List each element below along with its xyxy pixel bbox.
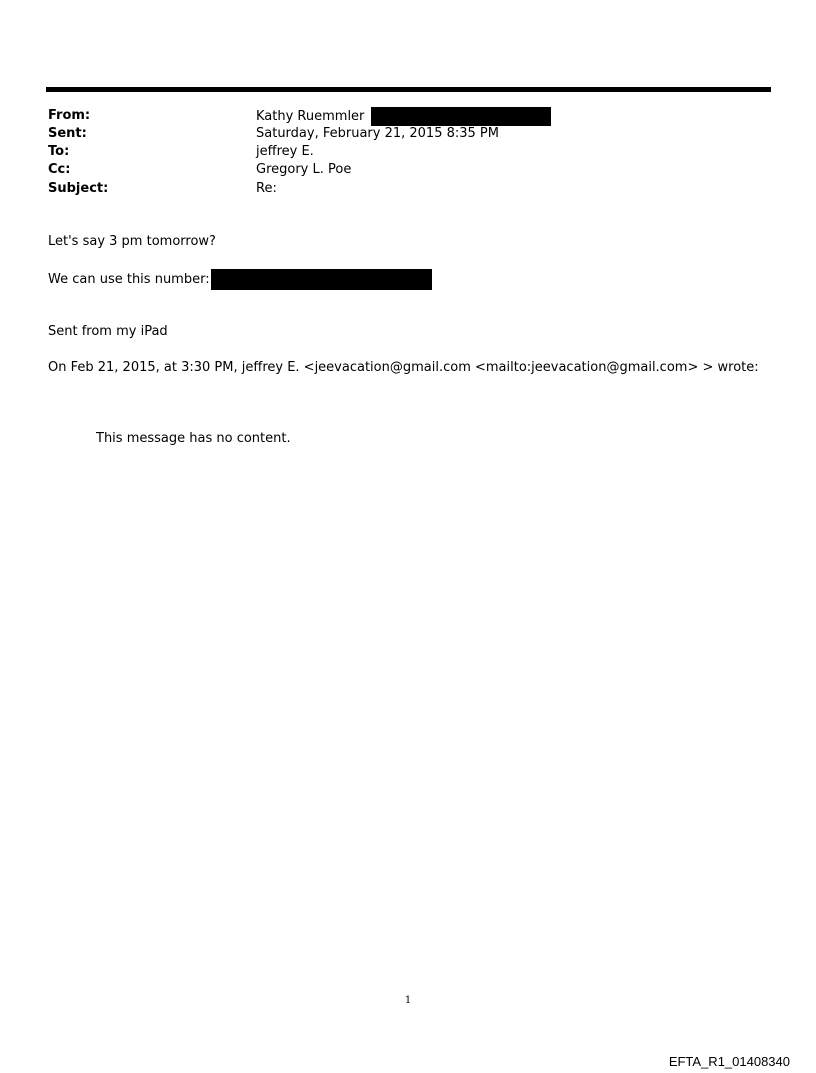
subject-value: Re: [256,181,277,196]
subject-label: Subject: [48,181,109,196]
quoted-message: This message has no content. [96,431,291,446]
signature: Sent from my iPad [48,324,168,339]
body-line-1: Let's say 3 pm tomorrow? [48,234,216,249]
sent-label: Sent: [48,126,87,141]
cc-label: Cc: [48,162,71,177]
header-divider [46,87,771,92]
number-text: We can use this number: [48,272,210,287]
from-label: From: [48,108,91,123]
page-number: 1 [404,995,412,1006]
quote-intro: On Feb 21, 2015, at 3:30 PM, jeffrey E. <jeevacation@gmail.com <mailto:jeevacation@gmail.com> > wrote: [48,360,759,375]
to-value: jeffrey E. [256,144,314,159]
from-value [256,107,551,126]
sent-value: Saturday, February 21, 2015 8:35 PM [256,126,499,141]
bates-number: EFTA_R1_01408340 [668,1054,790,1069]
body-line-2 [48,269,432,290]
redaction-block [211,269,432,290]
to-label: To: [48,144,70,159]
from-name: Kathy Ruemmler [256,109,365,124]
redaction-block [371,107,551,126]
cc-value: Gregory L. Poe [256,162,352,177]
